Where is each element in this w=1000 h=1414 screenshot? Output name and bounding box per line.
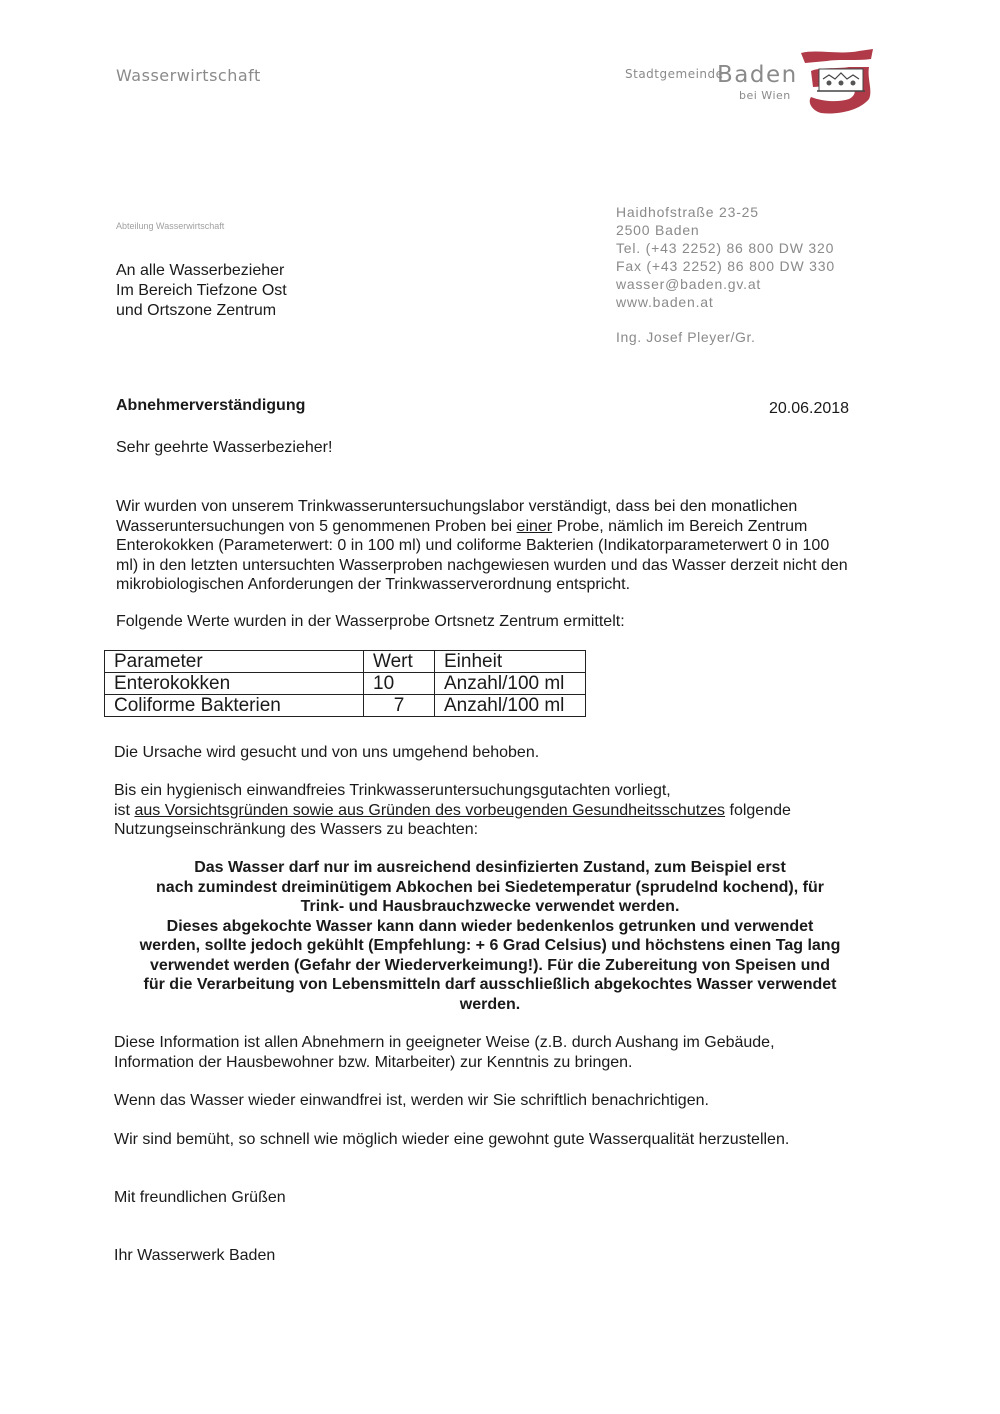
paragraph-effort: Wir sind bemüht, so schnell wie möglich wieder eine gewohnt gute Wasserqualität herzustellen. xyxy=(114,1131,790,1148)
letter-date: 20.06.2018 xyxy=(769,400,850,417)
paragraph-information: Diese Information ist allen Abnehmern in geeigneter Weise (z.B. durch Aushang im Gebäude, Information der Hausbewohner bzw. Mitarbeiter) zur Kenntnis zu bringen. xyxy=(114,1034,775,1071)
sender-contact-block xyxy=(616,203,835,311)
table-header-row xyxy=(105,651,586,673)
brand-subtitle: bei Wien xyxy=(739,89,791,102)
paragraph-notice: Wir wurden von unserem Trinkwasseruntersuchungslabor verständigt, dass bei den monatlichen Wasseruntersuchungen von 5 genommenen Proben bei einer Probe, nämlich im Bereich Zentrum Enterokokken (Parameterwert: 0 in 100 ml) und coliforme Bakterien (Indikatorparameterwert 0 in 100 ml) in den letzten untersuchten Wasserproben nachgewiesen wurden und das Wasser derzeit nicht den mikrobiologischen Anforderungen der Trinkwasserverordnung entspricht. xyxy=(116,498,848,593)
table-row xyxy=(105,695,586,717)
instruction-line: für die Verarbeitung von Lebensmitteln darf ausschließlich abgekochtes Wasser verwendet xyxy=(143,976,837,993)
paragraph-values-intro: Folgende Werte wurden in der Wasserprobe Ortsnetz Zentrum ermittelt: xyxy=(116,613,625,630)
salutation: Sehr geehrte Wasserbezieher! xyxy=(116,439,333,456)
table-cell: Anzahl/100 ml xyxy=(435,673,586,695)
brand-name: Baden xyxy=(717,62,798,88)
bold-instructions xyxy=(110,858,870,1014)
sender-website: www.baden.at xyxy=(616,294,714,310)
recipient-line: An alle Wasserbezieher xyxy=(116,262,285,279)
department-small-label: Abteilung Wasserwirtschaft xyxy=(116,221,225,231)
sender-city: 2500 Baden xyxy=(616,222,700,238)
sender-street: Haidhofstraße 23-25 xyxy=(616,204,759,220)
table-cell: Anzahl/100 ml xyxy=(435,695,586,717)
table-header-cell: Wert xyxy=(364,651,435,673)
instruction-line: werden, sollte jedoch gekühlt (Empfehlung: + 6 Grad Celsius) und höchstens einen Tag lang xyxy=(139,937,841,954)
closing-greeting: Mit freundlichen Grüßen xyxy=(114,1189,286,1206)
instruction-line: Trink- und Hausbrauchzwecke verwendet werden. xyxy=(300,898,680,915)
department-title: Wasserwirtschaft xyxy=(116,66,261,85)
table-cell: 10 xyxy=(364,673,435,695)
recipient-line: Im Bereich Tiefzone Ost xyxy=(116,282,287,299)
instruction-line: werden. xyxy=(459,995,521,1013)
paragraph-cause: Die Ursache wird gesucht und von uns umgehend behoben. xyxy=(114,744,540,761)
table-header-cell: Einheit xyxy=(435,651,586,673)
signer-reference: Ing. Josef Pleyer/Gr. xyxy=(616,329,756,345)
letter-subject: Abnehmerverständigung xyxy=(116,397,306,414)
instruction-line: verwendet werden (Gefahr der Wiederverkeimung!). Für die Zubereitung von Speisen und xyxy=(150,956,830,974)
sender-email: wasser@baden.gv.at xyxy=(616,276,762,292)
paragraph-notification: Wenn das Wasser wieder einwandfrei ist, werden wir Sie schriftlich benachrichtigen. xyxy=(114,1092,709,1109)
table-header-cell: Parameter xyxy=(105,651,364,673)
paragraph-restriction: Bis ein hygienisch einwandfreies Trinkwasseruntersuchungsgutachten vorliegt, ist aus Vorsichtsgründen sowie aus Gründen des vorbeugenden Gesundheitsschutzes folgende Nutzungseinschränkung des Wassers zu beachten: xyxy=(114,782,791,838)
recipient-address xyxy=(116,261,287,321)
table-cell: Coliforme Bakterien xyxy=(105,695,364,717)
recipient-line: und Ortszone Zentrum xyxy=(116,302,277,319)
brand-prefix: Stadtgemeinde xyxy=(625,67,724,81)
instruction-line: Dieses abgekochte Wasser kann dann wieder bedenkenlos getrunken und verwendet xyxy=(166,917,814,935)
instruction-line: Das Wasser darf nur im ausreichend desinfizierten Zustand, zum Beispiel erst xyxy=(194,859,786,876)
sender-phone: Tel. (+43 2252) 86 800 DW 320 xyxy=(616,240,835,256)
baden-coat-of-arms-logo xyxy=(797,45,877,117)
table-row xyxy=(105,673,586,695)
results-table xyxy=(104,650,586,717)
table-cell: Enterokokken xyxy=(105,673,364,695)
instruction-line: nach zumindest dreiminütigem Abkochen bei Siedetemperatur (sprudelnd kochend), für xyxy=(156,878,824,896)
signature: Ihr Wasserwerk Baden xyxy=(114,1247,276,1264)
sender-fax: Fax (+43 2252) 86 800 DW 330 xyxy=(616,258,835,274)
table-cell: 7 xyxy=(364,695,435,717)
